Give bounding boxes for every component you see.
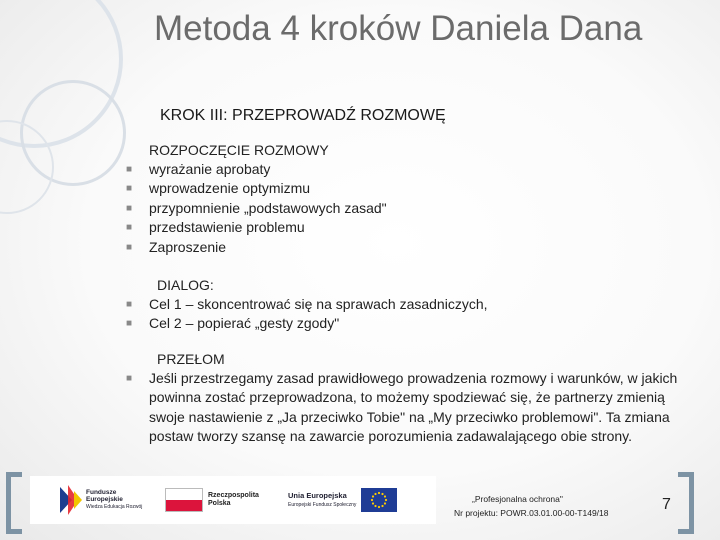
project-name: „Profesjonalna ochrona" — [472, 494, 563, 504]
eu-flag-icon — [361, 488, 397, 512]
list-item — [120, 369, 700, 447]
bullet-icon: ■ — [126, 222, 133, 234]
list-item — [120, 238, 700, 257]
bullet-list — [120, 369, 700, 447]
list-item-text: Jeśli przestrzegamy zasad prawidłowego prowadzenia rozmowy i warunków, w jakich powinna zostać przeprowadzona, to możemy spodziewać się, że partnerzy zmienią swoje nastawienie z „Ja przeciwko Tobie" na „My przeciwko problemowi". Ta zmiana postaw tworzy szansę na zawarcie porozumienia zadawalającego obie strony. — [149, 370, 678, 445]
slide-title: Metoda 4 kroków Daniela Dana — [154, 9, 643, 48]
fe-logo-line1: Fundusze — [86, 488, 117, 496]
right-bracket-decoration — [678, 472, 694, 534]
bullet-icon: ■ — [126, 299, 133, 310]
bullet-icon: ■ — [126, 183, 133, 195]
polish-flag-icon — [165, 488, 203, 512]
list-item — [120, 314, 700, 333]
list-item-text: wyrażanie aprobaty — [149, 161, 271, 177]
list-item — [120, 199, 700, 218]
page-number: 7 — [662, 496, 671, 513]
list-item-text: przedstawienie problemu — [149, 219, 305, 236]
unia-europejska-logo — [288, 488, 397, 512]
section-breakthrough — [120, 350, 700, 447]
fe-star-icon — [60, 485, 82, 515]
section-opening — [120, 141, 700, 257]
project-number: Nr projektu: POWR.03.01.00-00-T149/18 — [454, 508, 609, 518]
list-item-text: Cel 1 – skoncentrować się na sprawach zasadniczych, — [149, 296, 488, 312]
fundusze-europejskie-logo — [60, 485, 142, 515]
eu-logo-line2: Europejski Fundusz Społeczny — [288, 501, 357, 508]
pl-logo-line2: Polska — [208, 500, 231, 507]
list-item — [120, 179, 700, 198]
bullet-list — [120, 295, 700, 334]
rzeczpospolita-polska-logo — [165, 488, 259, 512]
list-item-text: Zaproszenie — [149, 238, 227, 255]
bullet-icon: ■ — [126, 202, 133, 214]
list-item — [120, 218, 700, 237]
fe-logo-line2: Europejskie — [86, 496, 123, 504]
left-bracket-decoration — [6, 472, 22, 534]
footer-logo-bar — [30, 476, 436, 524]
eu-logo-line1: Unia Europejska — [288, 490, 347, 500]
slide-subtitle: KROK III: PRZEPROWADŹ ROZMOWĘ — [160, 107, 446, 124]
list-item-text: Cel 2 – popierać „gesty zgody" — [149, 315, 340, 332]
bullet-list — [120, 160, 700, 257]
list-item — [120, 160, 700, 179]
list-item-text: wprowadzenie optymizmu — [149, 180, 311, 197]
list-item-text: przypomnienie „podstawowych zasad" — [149, 199, 387, 216]
section-heading: PRZEŁOM — [157, 351, 225, 367]
bullet-icon: ■ — [126, 373, 133, 384]
section-heading: ROZPOCZĘCIE ROZMOWY — [149, 142, 329, 158]
project-info — [454, 492, 654, 520]
pl-logo-line1: Rzeczpospolita — [208, 492, 259, 499]
list-item — [120, 295, 700, 314]
section-dialog — [120, 276, 700, 334]
section-heading: DIALOG: — [157, 277, 214, 293]
bullet-icon: ■ — [126, 241, 133, 253]
bullet-icon: ■ — [126, 164, 133, 175]
fe-logo-line3: Wiedza Edukacja Rozwój — [86, 503, 143, 510]
bullet-icon: ■ — [126, 318, 133, 330]
